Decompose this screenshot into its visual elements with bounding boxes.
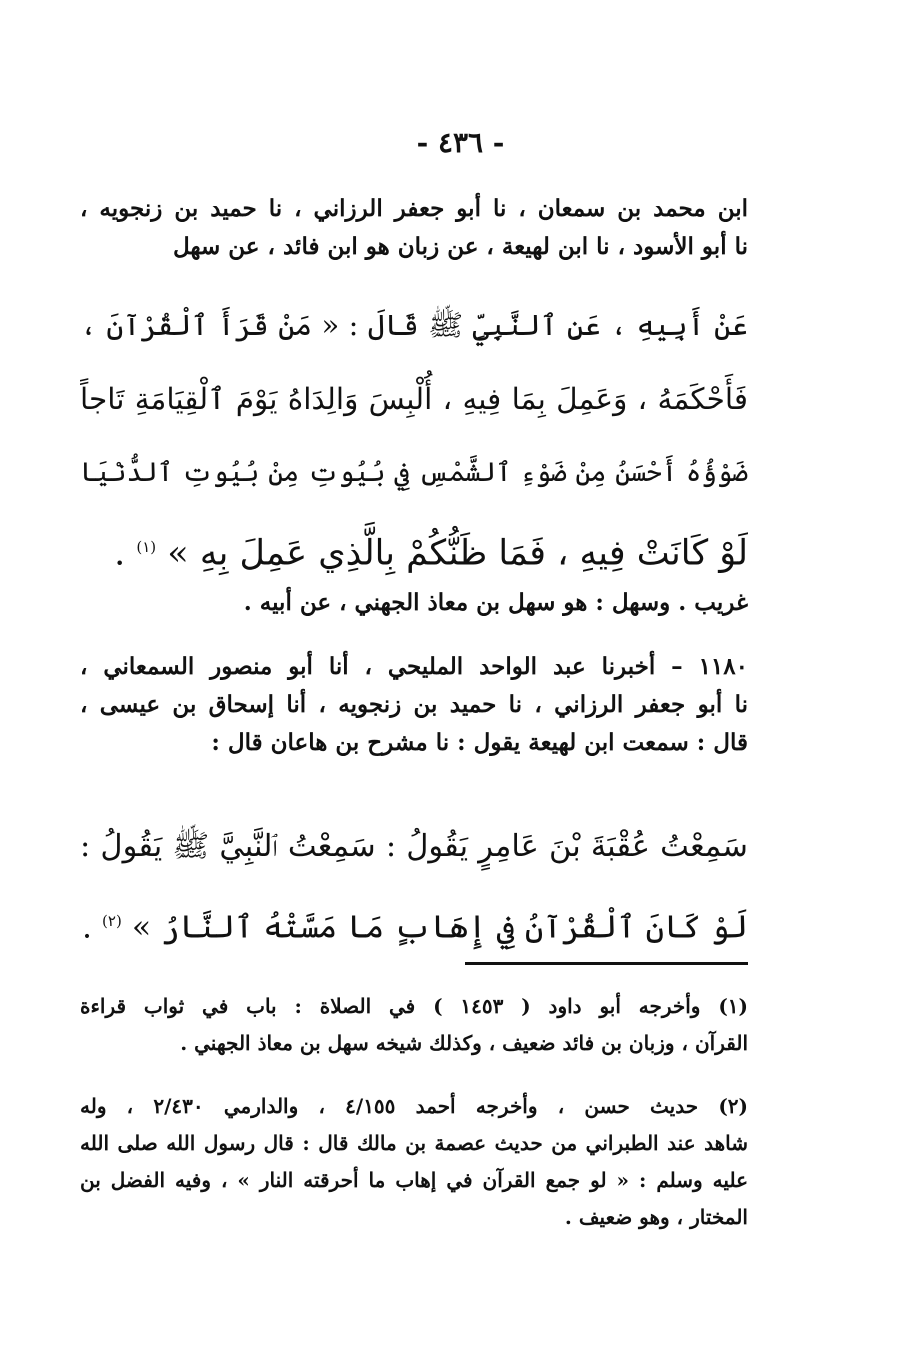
footnote-separator (465, 962, 748, 965)
page-number: - ٤٣٦ - (416, 126, 505, 159)
footnote-line: القرآن ، وزبان بن فائد ضعيف ، وكذلك شيخه سهل بن معاذ الجهني . (180, 1031, 748, 1055)
isnad-line: ١١٨٠ – أخبرنا عبد الواحد المليحي ، أنا أبو منصور السمعاني ، (80, 653, 748, 680)
footnote-marker-2: (٢) (102, 912, 122, 930)
hadith-1179-isnad (80, 190, 748, 266)
matn-line: عَنْ أَبِيهِ ، عَنِ ٱلنَّبِيِّ ﷺ قَالَ : « مَنْ قَرَأَ ٱلْقُرْآنَ ، (80, 308, 748, 342)
footnote-marker-1: (١) (136, 538, 157, 556)
matn-line: ضَوْؤُهُ أَحْسَنُ مِنْ ضَوْءِ ٱلشَّمْسِ فِي بُيُوتِ مِنْ بُيُوتِ ٱلدُّنْيَا (80, 457, 748, 488)
isnad-line: قال : سمعت ابن لهيعة يقول : نا مشرح بن هاعان قال : (211, 729, 748, 756)
footnote-2 (80, 1088, 748, 1236)
isnad-line: نا أبو الأسود ، نا ابن لهيعة ، عن زبان هو ابن فائد ، عن سهل (173, 233, 748, 260)
matn-line-final (80, 510, 748, 584)
footnote-line: شاهد عند الطبراني من حديث عصمة بن مالك قال : قال رسول الله صلى الله (80, 1131, 748, 1155)
footnote-line: (٢) حديث حسن ، وأخرجه أحمد ٤/١٥٥ ، والدارمي ٢/٤٣٠ ، وله (80, 1094, 748, 1118)
isnad-line: ابن محمد بن سمعان ، نا أبو جعفر الرزاني ، نا حميد بن زنجويه ، (80, 195, 748, 222)
footnote-line: عليه وسلم : « لو جمع القرآن في إهاب ما أحرقته النار » ، وفيه الفضل بن (80, 1168, 748, 1192)
isnad-line: نا أبو جعفر الرزاني ، نا حميد بن زنجويه ، أنا إسحاق بن عيسى ، (80, 691, 748, 718)
hadith-1180-matn (80, 810, 748, 958)
closing-period: . (81, 909, 103, 946)
closing-period: . (114, 533, 137, 574)
footnote-line: (١) وأخرجه أبو داود ( ١٤٥٣ ) في الصلاة : باب في ثواب قراءة (80, 994, 748, 1018)
hadith-1179-comment (80, 584, 748, 622)
matn-line-final (80, 884, 748, 958)
matn-line: فَأَحْكَمَهُ ، وَعَمِلَ بِمَا فِيهِ ، أُلْبِسَ وَالِدَاهُ يَوْمَ ٱلْقِيَامَةِ تَاجاً (80, 382, 748, 416)
comment-line: غريب . وسهل : هو سهل بن معاذ الجهني ، عن أبيه . (243, 589, 748, 616)
footnote-line: المختار ، وهو ضعيف . (564, 1205, 748, 1229)
footnote-1 (80, 988, 748, 1062)
matn-line-text: لَوْ كَانَتْ فِيهِ ، فَمَا ظَنُّكُمْ بِالَّذِي عَمِلَ بِهِ » (167, 533, 748, 574)
hadith-1179-matn (80, 288, 748, 584)
matn-line: سَمِعْتُ عُقْبَةَ بْنَ عَامِرٍ يَقُولُ : سَمِعْتُ ٱلنَّبِيَّ ﷺ يَقُولُ : (80, 829, 748, 864)
matn-line-text: لَوْ كَانَ ٱلْقُرْآنُ فِي إِهَابٍ مَا مَسَّتْهُ ٱلنَّارُ » (131, 909, 748, 946)
hadith-1180-isnad (80, 648, 748, 762)
